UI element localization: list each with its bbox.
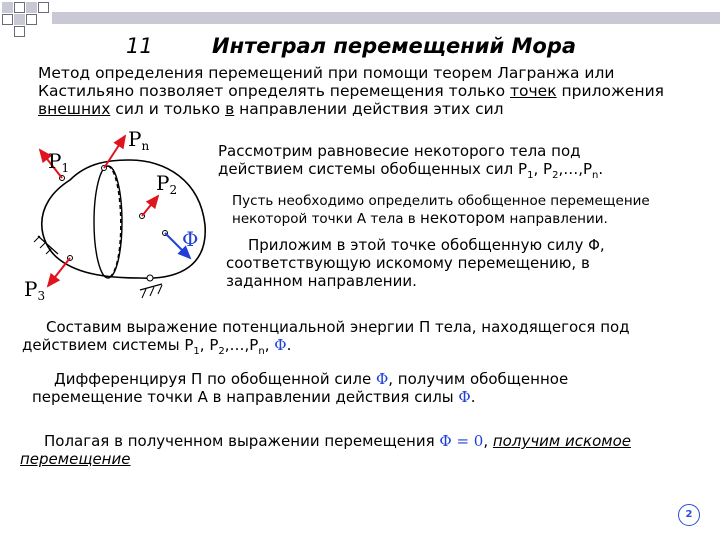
body-outline [42,160,205,278]
slide-number: 11 [126,34,153,58]
label-pn: $P_n$ [128,127,150,153]
label-phi: Φ [182,227,199,251]
paragraph-potential-energy [22,318,630,361]
paragraph-displacement [232,193,650,228]
text-line: заданном направлении. [226,272,417,290]
intro-underlined: точек [510,82,557,100]
text-line: Приложим в этой точке обобщенную силу Φ, [248,236,605,254]
text-line: Полагая в полученном выражении перемещения Φ = 0, получим искомое [44,432,631,450]
intro-text: сил [110,100,144,116]
text-line: действием системы $P_1$, $P_2,\dots,P_n$, Φ. [22,336,292,357]
paragraph-equilibrium [218,142,603,185]
force-pn-arrow [104,136,125,168]
slide-title: Интеграл перемещений Мора [212,34,577,58]
support-pin [147,275,153,281]
paragraph-differentiation [32,370,568,406]
section-dashed [108,166,121,278]
text-line: перемещение [20,450,131,468]
label-p3: $P_3$ [24,277,46,303]
intro-underlined: внешних [38,100,111,116]
text-line: соответствующую искомому перемещению, в [226,254,590,272]
text-line: Составим выражение потенциальной энергии П тела, находящегося под [46,318,630,336]
paragraph-apply-force [226,236,605,290]
text-line: Дифференцируя П по обобщенной силе Φ, получим обобщенное [54,370,569,388]
force-p3-arrow [48,258,70,286]
text-line: действием системы обобщенных сил $P_1$, $P_2,\dots,P_n$. [218,160,604,181]
text-line: некоторой точки А тела в некотором направлении. [232,209,608,227]
text-line: Рассмотрим равновесие некоторого тела под [218,142,581,160]
intro-underlined: в [225,100,235,116]
page-number-badge[interactable]: 2 [678,504,700,526]
label-p2: $P_2$ [156,171,178,197]
label-p1: $P_1$ [48,149,70,175]
intro-text: приложения [556,82,664,100]
intro-text: и только [143,100,226,116]
intro-text: направлении действия этих сил [234,100,504,116]
paragraph-conclusion [20,432,631,468]
intro-text: Метод определения перемещений при помощи теорем Лагранжа или Кастильяно позволяет определять перемещения только [38,64,615,100]
text-line: Пусть необходимо определить обобщенное перемещение [232,193,650,209]
force-p2-arrow [142,196,158,216]
text-line: перемещение точки А в направлении действия силы Φ. [32,388,476,406]
